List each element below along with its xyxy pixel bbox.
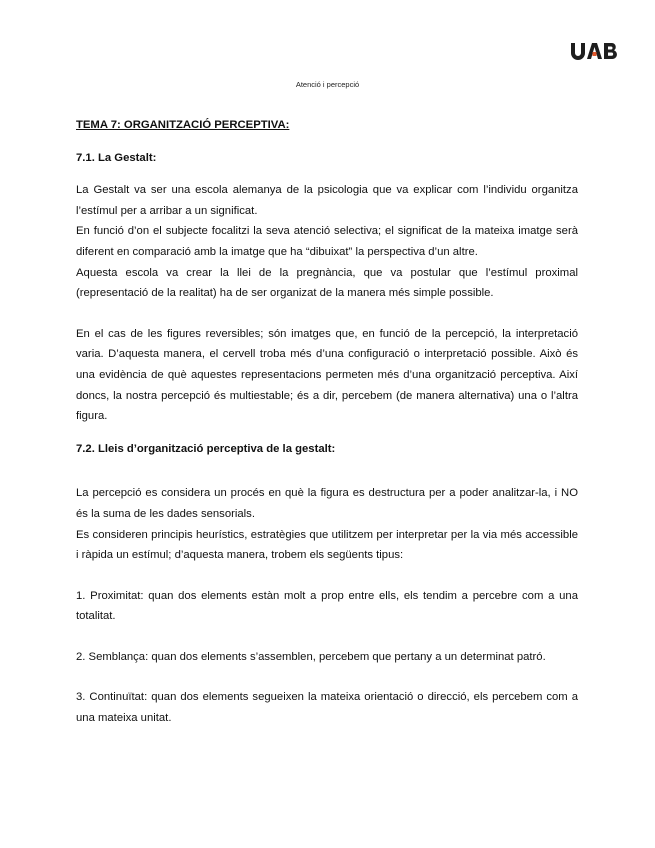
spacer [76, 471, 578, 483]
spacer [76, 304, 578, 324]
spacer [76, 427, 578, 439]
paragraph: La Gestalt va ser una escola alemanya de la psicologia que va explicar com l’individu organitza l’estímul per a arribar a un significat. [76, 184, 578, 217]
section-1-heading: 7.1. La Gestalt: [76, 151, 157, 164]
document-body [76, 115, 578, 729]
paragraph: En el cas de les figures reversibles; són imatges que, en funció de la percepció, la interpretació varia. D’aquesta manera, el cervell troba més d’una configuració o interpretació possible. Això és una evidència de què aquestes representacions permeten més d’una organització perceptiva. Així doncs, la nostra percepció és multiestable; és a dir, percebem (de manera alternativa) una o l’altra figura. [76, 327, 578, 423]
paragraph: Aquesta escola va crear la llei de la pregnància, que va postular que l’estímul proximal (representació de la realitat) ha de ser organizat de la manera més simple possible. [76, 266, 578, 300]
spacer [76, 667, 578, 687]
paragraph: La percepció es considera un procés en què la figura es destructura per a poder analitzar-la, i NO és la suma de les dades sensorials. [76, 487, 578, 520]
spacer [76, 627, 578, 647]
tema-heading: TEMA 7: ORGANITZACIÓ PERCEPTIVA: [76, 119, 290, 131]
document-header-title: Atenció i percepció [295, 80, 360, 89]
uab-logo [570, 41, 620, 61]
paragraph: En funció d’on el subjecte focalitzi la seva atenció selectiva; el significat de la mateixa imatge serà diferent en comparació amb la imatge que ha “dibuixat” la perspectiva d’un altre. [76, 225, 578, 258]
list-item: 1. Proximitat: quan dos elements estàn molt a prop entre ells, els tendim a percebre com a una totalitat. [76, 589, 578, 623]
list-item: 3. Continuïtat: quan dos elements segueixen la mateixa orientació o direcció, els percebem com a una mateixa unitat. [76, 691, 578, 725]
list-item: 2. Semblança: quan dos elements s’assemblen, percebem que pertany a un determinat patró. [76, 650, 546, 663]
uab-logo-graphic [570, 41, 620, 61]
section-2-heading: 7.2. Lleis d’organització perceptiva de la gestalt: [76, 442, 336, 455]
spacer [76, 566, 578, 586]
paragraph: Es consideren principis heurístics, estratègies que utilitzem per interpretar per la via més accessible i ràpida un estímul; d’aquesta manera, trobem els següents tipus: [76, 528, 578, 562]
